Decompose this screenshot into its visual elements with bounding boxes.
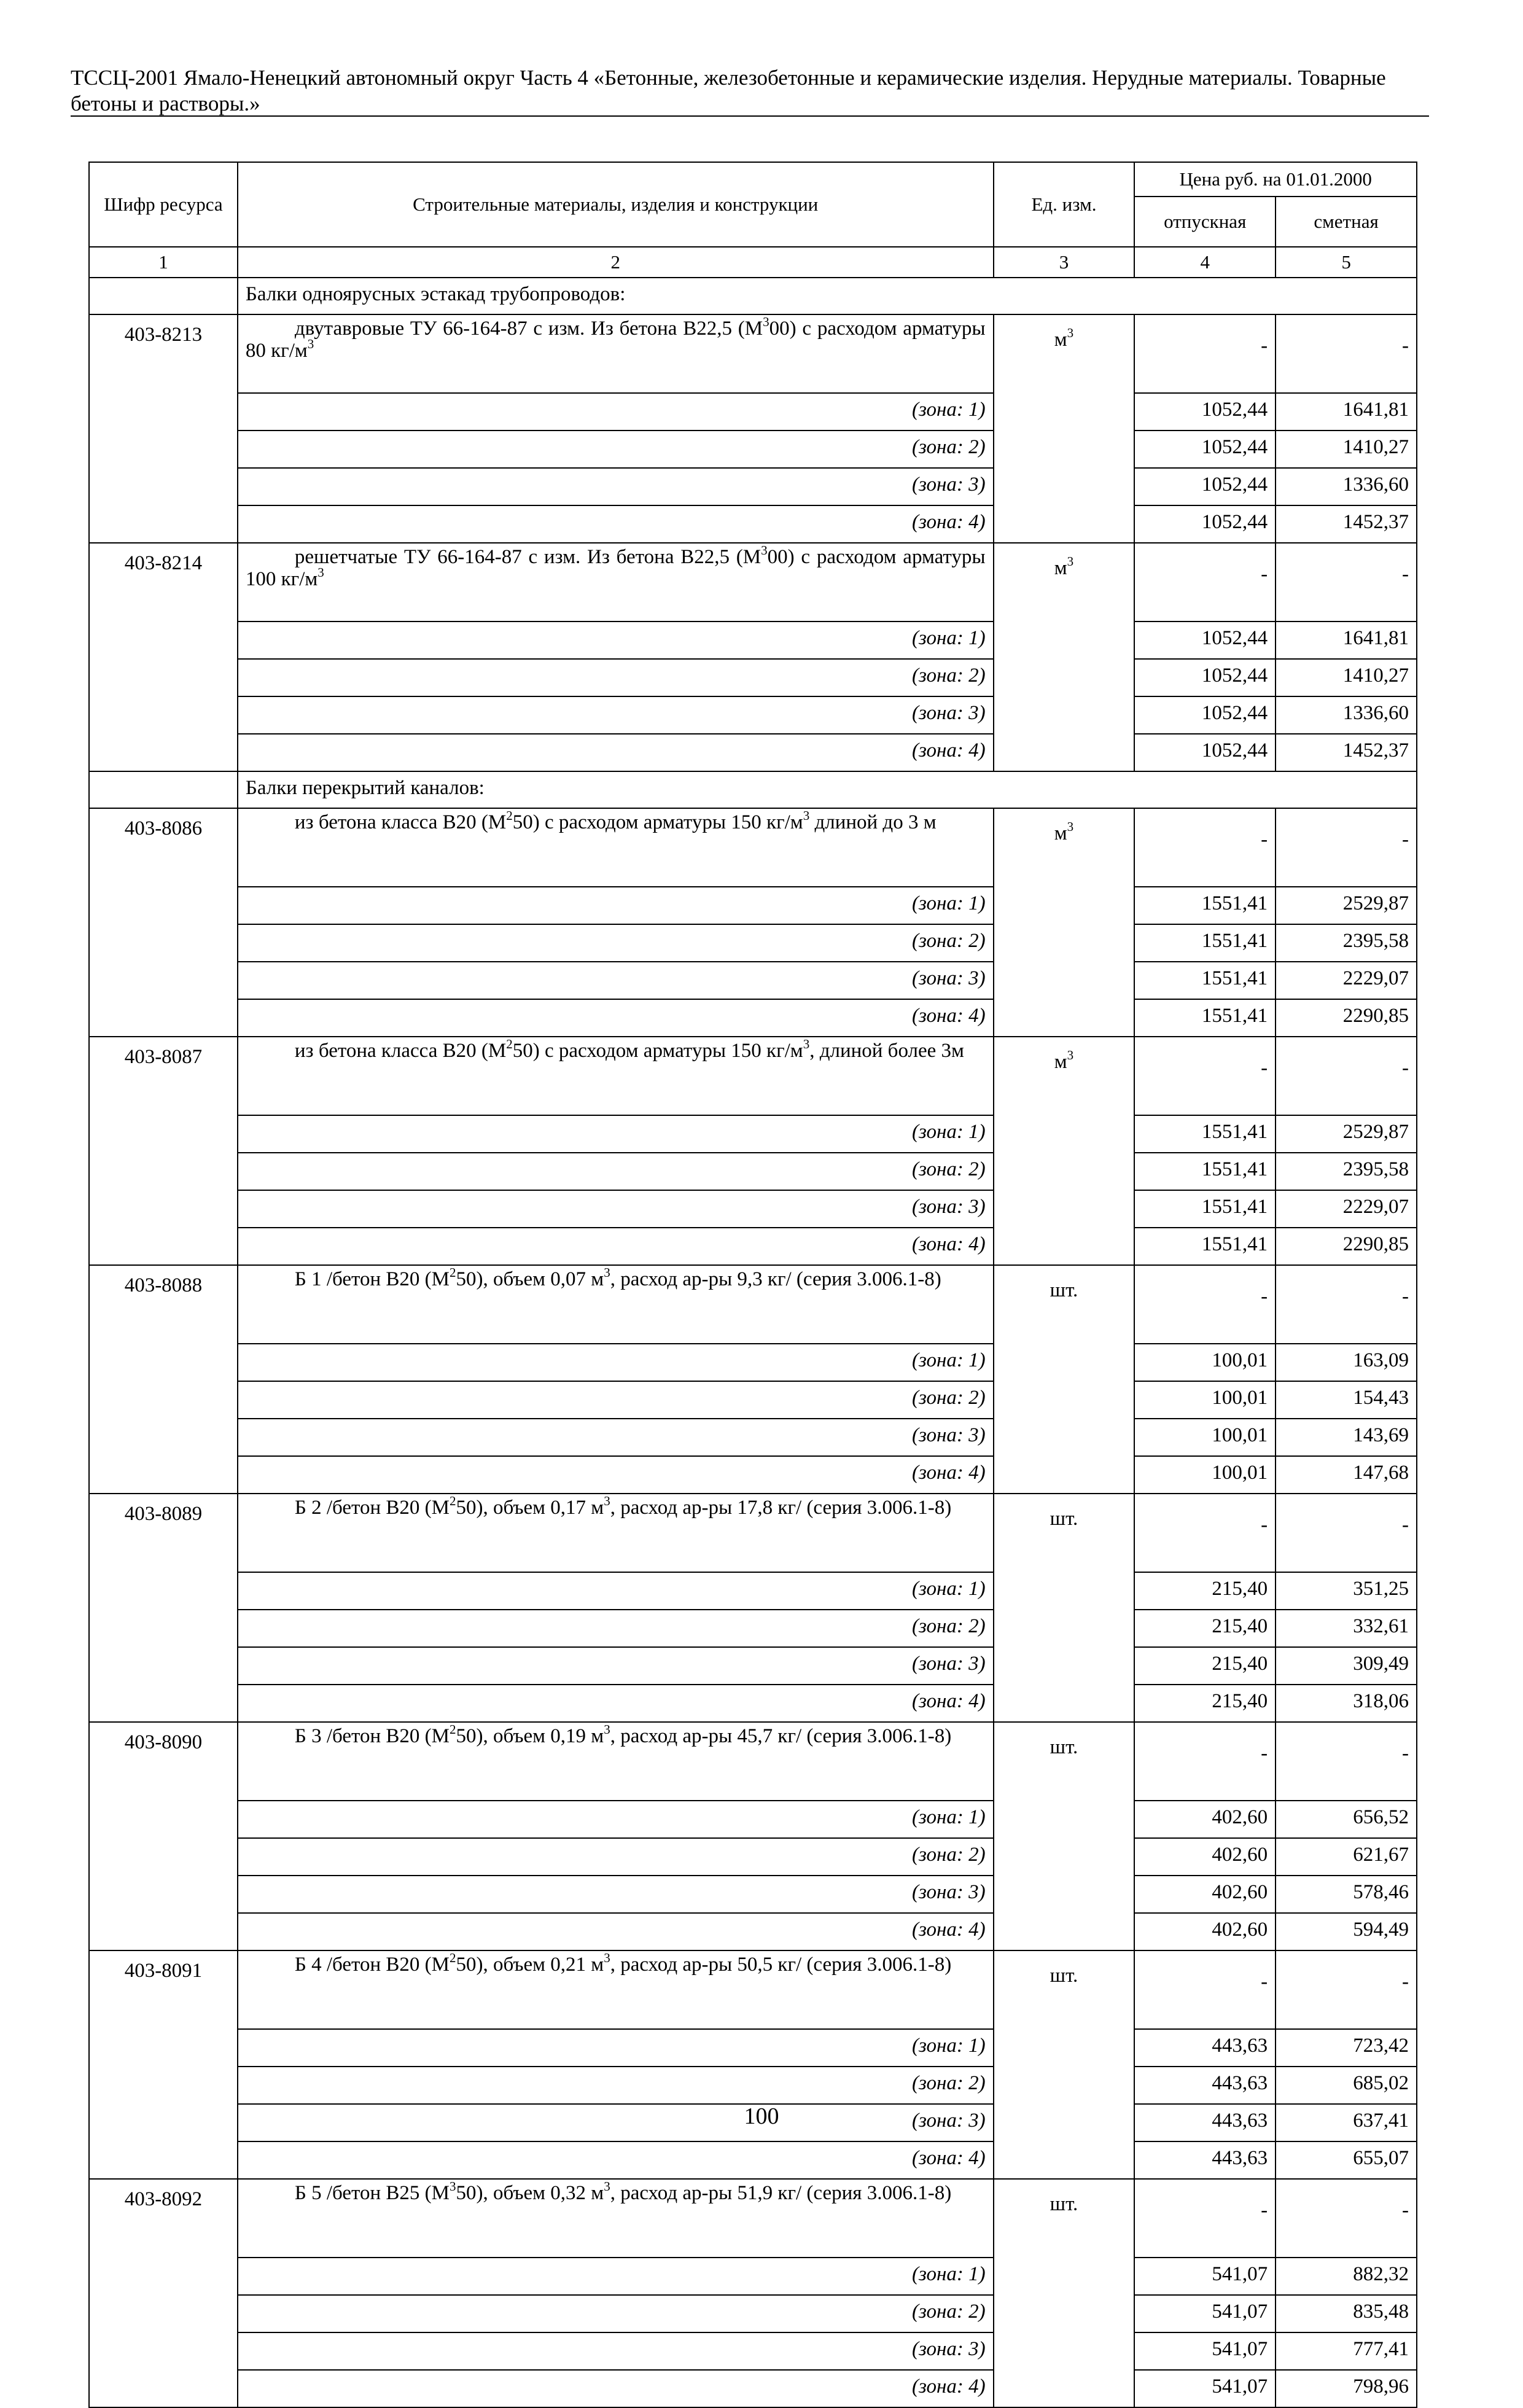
unit-text: м <box>1054 329 1067 351</box>
zone-release-price: 402,60 <box>1134 1876 1276 1913</box>
zone-estimate-price: 351,25 <box>1276 1572 1417 1610</box>
zone-label: (зона: 2) <box>238 2295 994 2332</box>
description-text: 50), объем 0,17 м <box>456 1497 604 1519</box>
zone-estimate-price: 1410,27 <box>1276 659 1417 696</box>
zone-estimate-price: 621,67 <box>1276 1838 1417 1876</box>
table-row <box>89 314 1417 393</box>
zone-label: (зона: 4) <box>238 2370 994 2407</box>
description-text: из бетона класса В20 (М <box>294 1040 507 1062</box>
item-description <box>238 1950 994 2029</box>
item-description <box>238 1494 994 1572</box>
zone-release-price: 1052,44 <box>1134 431 1276 468</box>
group-title: Балки перекрытий каналов: <box>238 771 1417 808</box>
unit-text: м <box>1054 557 1067 579</box>
resource-code: 403-8214 <box>89 543 238 771</box>
zone-label: (зона: 1) <box>238 393 994 431</box>
estimate-price: - <box>1276 1722 1417 1801</box>
item-description <box>238 808 994 887</box>
zone-release-price: 443,63 <box>1134 2141 1276 2179</box>
zone-row <box>89 2295 1417 2332</box>
zone-release-price: 443,63 <box>1134 2067 1276 2104</box>
zone-row <box>89 2370 1417 2407</box>
zone-release-price: 402,60 <box>1134 1838 1276 1876</box>
release-price: - <box>1134 1722 1276 1801</box>
zone-label: (зона: 1) <box>238 1115 994 1153</box>
description-text: , расход ар-ры 17,8 кг/ (серия 3.006.1-8) <box>610 1497 952 1519</box>
description-text: 00) с расходом арматуры 80 кг/м <box>245 318 986 362</box>
zone-estimate-price: 2290,85 <box>1276 999 1417 1037</box>
estimate-price: - <box>1276 543 1417 621</box>
zone-release-price: 215,40 <box>1134 1610 1276 1647</box>
description-text: Б 3 /бетон В20 (М <box>294 1725 450 1747</box>
release-price: - <box>1134 1037 1276 1115</box>
group-title: Балки одноярусных эстакад трубопроводов: <box>238 278 1417 314</box>
resource-code: 403-8087 <box>89 1037 238 1265</box>
document-header <box>71 65 1428 117</box>
zone-release-price: 1551,41 <box>1134 887 1276 924</box>
zone-release-price: 1551,41 <box>1134 924 1276 962</box>
description-text: , расход ар-ры 9,3 кг/ (серия 3.006.1-8) <box>610 1268 941 1290</box>
item-description <box>238 1037 994 1115</box>
col-number: 5 <box>1276 247 1417 278</box>
zone-estimate-price: 723,42 <box>1276 2029 1417 2067</box>
zone-estimate-price: 163,09 <box>1276 1344 1417 1381</box>
unit-of-measure <box>994 808 1135 1037</box>
zone-row <box>89 1228 1417 1265</box>
zone-label: (зона: 4) <box>238 1685 994 1722</box>
superscript: 3 <box>761 543 768 558</box>
zone-estimate-price: 154,43 <box>1276 1381 1417 1419</box>
table-row <box>89 2179 1417 2258</box>
zone-label: (зона: 3) <box>238 1876 994 1913</box>
zone-release-price: 1551,41 <box>1134 999 1276 1037</box>
superscript: 3 <box>763 314 769 329</box>
zone-row <box>89 1647 1417 1685</box>
zone-release-price: 1052,44 <box>1134 659 1276 696</box>
price-table <box>88 162 1417 2408</box>
zone-estimate-price: 656,52 <box>1276 1801 1417 1838</box>
zone-label: (зона: 3) <box>238 2104 994 2141</box>
superscript: 3 <box>317 565 324 580</box>
zone-row <box>89 2029 1417 2067</box>
estimate-price: - <box>1276 1494 1417 1572</box>
description-text: , длиной более 3м <box>809 1040 964 1062</box>
zone-label: (зона: 2) <box>238 924 994 962</box>
zone-estimate-price: 2395,58 <box>1276 1153 1417 1190</box>
description-text: 50), объем 0,19 м <box>456 1725 604 1747</box>
zone-release-price: 1551,41 <box>1134 1115 1276 1153</box>
superscript: 2 <box>450 1494 456 1508</box>
zone-label: (зона: 4) <box>238 734 994 771</box>
zone-release-price: 215,40 <box>1134 1572 1276 1610</box>
release-price: - <box>1134 808 1276 887</box>
superscript: 3 <box>604 1950 610 1965</box>
zone-label: (зона: 2) <box>238 1153 994 1190</box>
zone-estimate-price: 637,41 <box>1276 2104 1417 2141</box>
zone-row <box>89 2258 1417 2295</box>
zone-estimate-price: 798,96 <box>1276 2370 1417 2407</box>
zone-row <box>89 659 1417 696</box>
table-row <box>89 1265 1417 1344</box>
item-description <box>238 2179 994 2258</box>
zone-label: (зона: 4) <box>238 1456 994 1494</box>
resource-code: 403-8089 <box>89 1494 238 1722</box>
superscript: 3 <box>450 2179 456 2194</box>
superscript: 3 <box>803 808 810 823</box>
group-code-cell <box>89 278 238 314</box>
zone-label: (зона: 3) <box>238 2332 994 2370</box>
zone-row <box>89 1115 1417 1153</box>
zone-row <box>89 999 1417 1037</box>
description-text: Б 5 /бетон В25 (М <box>294 2182 450 2204</box>
zone-row <box>89 1610 1417 1647</box>
zone-release-price: 1551,41 <box>1134 962 1276 999</box>
zone-row <box>89 1381 1417 1419</box>
zone-label: (зона: 3) <box>238 1419 994 1456</box>
resource-code: 403-8092 <box>89 2179 238 2407</box>
zone-estimate-price: 2395,58 <box>1276 924 1417 962</box>
estimate-price: - <box>1276 1037 1417 1115</box>
zone-release-price: 541,07 <box>1134 2370 1276 2407</box>
zone-release-price: 1551,41 <box>1134 1153 1276 1190</box>
zone-release-price: 402,60 <box>1134 1913 1276 1950</box>
zone-estimate-price: 2290,85 <box>1276 1228 1417 1265</box>
col-price-header: Цена руб. на 01.01.2000 <box>1134 162 1417 197</box>
estimate-price: - <box>1276 808 1417 887</box>
superscript: 2 <box>506 1037 513 1051</box>
resource-code: 403-8086 <box>89 808 238 1037</box>
resource-code: 403-8091 <box>89 1950 238 2179</box>
description-text: Б 2 /бетон В20 (М <box>294 1497 450 1519</box>
table-row <box>89 1494 1417 1572</box>
zone-label: (зона: 1) <box>238 2029 994 2067</box>
superscript: 2 <box>450 1265 456 1280</box>
zone-label: (зона: 4) <box>238 2141 994 2179</box>
superscript: 3 <box>604 1494 610 1508</box>
zone-estimate-price: 594,49 <box>1276 1913 1417 1950</box>
zone-row <box>89 962 1417 999</box>
col-number: 3 <box>994 247 1135 278</box>
release-price: - <box>1134 314 1276 393</box>
zone-release-price: 215,40 <box>1134 1685 1276 1722</box>
unit-text: м <box>1054 822 1067 844</box>
zone-release-price: 1052,44 <box>1134 505 1276 543</box>
zone-estimate-price: 1410,27 <box>1276 431 1417 468</box>
zone-label: (зона: 1) <box>238 887 994 924</box>
zone-row <box>89 2141 1417 2179</box>
zone-estimate-price: 2529,87 <box>1276 887 1417 924</box>
zone-row <box>89 1838 1417 1876</box>
description-text: , расход ар-ры 51,9 кг/ (серия 3.006.1-8) <box>610 2182 952 2204</box>
zone-estimate-price: 655,07 <box>1276 2141 1417 2179</box>
table-row <box>89 1950 1417 2029</box>
zone-row <box>89 887 1417 924</box>
zone-release-price: 100,01 <box>1134 1381 1276 1419</box>
zone-release-price: 100,01 <box>1134 1419 1276 1456</box>
zone-release-price: 100,01 <box>1134 1456 1276 1494</box>
group-row <box>89 278 1417 314</box>
table-row <box>89 1037 1417 1115</box>
group-code-cell <box>89 771 238 808</box>
superscript: 3 <box>604 1722 610 1737</box>
unit-of-measure <box>994 1950 1135 2179</box>
item-description <box>238 314 994 393</box>
zone-label: (зона: 3) <box>238 1190 994 1228</box>
zone-row <box>89 1419 1417 1456</box>
zone-row <box>89 1572 1417 1610</box>
col-number: 2 <box>238 247 994 278</box>
unit-of-measure <box>994 1037 1135 1265</box>
unit-of-measure <box>994 314 1135 543</box>
description-text: Б 4 /бетон В20 (М <box>294 1954 450 1976</box>
superscript: 3 <box>604 2179 610 2194</box>
zone-row <box>89 1456 1417 1494</box>
superscript: 3 <box>604 1265 610 1280</box>
unit-superscript: 3 <box>1067 1048 1074 1062</box>
zone-row <box>89 1190 1417 1228</box>
zone-label: (зона: 3) <box>238 696 994 734</box>
zone-row <box>89 2067 1417 2104</box>
unit-of-measure <box>994 1265 1135 1494</box>
zone-row <box>89 696 1417 734</box>
zone-label: (зона: 1) <box>238 2258 994 2295</box>
zone-row <box>89 1153 1417 1190</box>
superscript: 3 <box>803 1037 810 1051</box>
zone-label: (зона: 2) <box>238 659 994 696</box>
zone-row <box>89 1344 1417 1381</box>
zone-estimate-price: 578,46 <box>1276 1876 1417 1913</box>
zone-label: (зона: 2) <box>238 1381 994 1419</box>
unit-of-measure <box>994 1722 1135 1950</box>
col-number: 1 <box>89 247 238 278</box>
resource-code: 403-8213 <box>89 314 238 543</box>
zone-label: (зона: 3) <box>238 1647 994 1685</box>
unit-of-measure <box>994 2179 1135 2407</box>
release-price: - <box>1134 543 1276 621</box>
col-release-header: отпускная <box>1134 197 1276 247</box>
zone-release-price: 541,07 <box>1134 2332 1276 2370</box>
description-text: 50), объем 0,07 м <box>456 1268 604 1290</box>
zone-row <box>89 1685 1417 1722</box>
description-text: 50) с расходом арматуры 150 кг/м <box>512 811 803 833</box>
description-text: 50), объем 0,32 м <box>456 2182 604 2204</box>
zone-estimate-price: 143,69 <box>1276 1419 1417 1456</box>
zone-row <box>89 393 1417 431</box>
zone-label: (зона: 3) <box>238 468 994 505</box>
zone-release-price: 1052,44 <box>1134 393 1276 431</box>
zone-row <box>89 621 1417 659</box>
zone-estimate-price: 1336,60 <box>1276 696 1417 734</box>
zone-label: (зона: 1) <box>238 1572 994 1610</box>
header-rule <box>71 115 1429 117</box>
unit-of-measure <box>994 1494 1135 1722</box>
description-text: , расход ар-ры 50,5 кг/ (серия 3.006.1-8) <box>610 1954 952 1976</box>
description-text: 50), объем 0,21 м <box>456 1954 604 1976</box>
unit-text: шт. <box>1050 1508 1078 1530</box>
description-text: длиной до 3 м <box>809 811 937 833</box>
zone-estimate-price: 1641,81 <box>1276 393 1417 431</box>
zone-estimate-price: 318,06 <box>1276 1685 1417 1722</box>
unit-text: шт. <box>1050 1736 1078 1758</box>
col-name-header: Строительные материалы, изделия и конструкции <box>238 162 994 247</box>
unit-superscript: 3 <box>1067 325 1074 340</box>
unit-text: шт. <box>1050 1279 1078 1301</box>
estimate-price: - <box>1276 2179 1417 2258</box>
superscript: 2 <box>506 808 513 823</box>
zone-estimate-price: 2529,87 <box>1276 1115 1417 1153</box>
zone-estimate-price: 2229,07 <box>1276 962 1417 999</box>
zone-release-price: 100,01 <box>1134 1344 1276 1381</box>
zone-estimate-price: 2229,07 <box>1276 1190 1417 1228</box>
zone-estimate-price: 835,48 <box>1276 2295 1417 2332</box>
zone-label: (зона: 4) <box>238 999 994 1037</box>
zone-estimate-price: 309,49 <box>1276 1647 1417 1685</box>
item-description <box>238 1265 994 1344</box>
description-text: Б 1 /бетон В20 (М <box>294 1268 450 1290</box>
zone-label: (зона: 1) <box>238 1801 994 1838</box>
release-price: - <box>1134 1265 1276 1344</box>
item-description <box>238 1722 994 1801</box>
header-title: ТССЦ-2001 Ямало-Ненецкий автономный округ Часть 4 «Бетонные, железобетонные и керамические изделия. Нерудные материалы. Товарные бетоны и растворы.» <box>71 66 1386 115</box>
superscript: 3 <box>307 337 314 351</box>
zone-label: (зона: 4) <box>238 505 994 543</box>
zone-label: (зона: 4) <box>238 1913 994 1950</box>
unit-superscript: 3 <box>1067 819 1074 834</box>
description-text: , расход ар-ры 45,7 кг/ (серия 3.006.1-8) <box>610 1725 952 1747</box>
col-code-header: Шифр ресурса <box>89 162 238 247</box>
unit-text: шт. <box>1050 2193 1078 2215</box>
zone-label: (зона: 2) <box>238 1838 994 1876</box>
zone-release-price: 1052,44 <box>1134 696 1276 734</box>
zone-row <box>89 924 1417 962</box>
estimate-price: - <box>1276 1265 1417 1344</box>
zone-estimate-price: 1452,37 <box>1276 505 1417 543</box>
group-row <box>89 771 1417 808</box>
zone-label: (зона: 4) <box>238 1228 994 1265</box>
description-text: решетчатые ТУ 66-164-87 с изм. Из бетона В22,5 (М <box>294 546 762 568</box>
unit-text: шт. <box>1050 1965 1078 1987</box>
col-estimate-header: сметная <box>1276 197 1417 247</box>
page-number: 100 <box>744 2103 779 2129</box>
zone-release-price: 1551,41 <box>1134 1228 1276 1265</box>
table-body <box>89 278 1417 2407</box>
zone-release-price: 1052,44 <box>1134 621 1276 659</box>
release-price: - <box>1134 1950 1276 2029</box>
zone-release-price: 443,63 <box>1134 2104 1276 2141</box>
zone-estimate-price: 1336,60 <box>1276 468 1417 505</box>
zone-row <box>89 431 1417 468</box>
description-text: 50) с расходом арматуры 150 кг/м <box>512 1040 803 1062</box>
table-row <box>89 808 1417 887</box>
table-row <box>89 543 1417 621</box>
zone-label: (зона: 1) <box>238 1344 994 1381</box>
zone-row <box>89 505 1417 543</box>
table-row <box>89 1722 1417 1801</box>
zone-estimate-price: 332,61 <box>1276 1610 1417 1647</box>
zone-release-price: 443,63 <box>1134 2029 1276 2067</box>
zone-label: (зона: 2) <box>238 431 994 468</box>
unit-text: м <box>1054 1051 1067 1073</box>
zone-release-price: 1052,44 <box>1134 468 1276 505</box>
unit-of-measure <box>994 543 1135 771</box>
col-number: 4 <box>1134 247 1276 278</box>
zone-row <box>89 1913 1417 1950</box>
zone-estimate-price: 777,41 <box>1276 2332 1417 2370</box>
col-unit-header: Ед. изм. <box>994 162 1135 247</box>
description-text: двутавровые ТУ 66-164-87 с изм. Из бетона В22,5 (М <box>294 318 763 340</box>
unit-superscript: 3 <box>1067 554 1074 569</box>
superscript: 2 <box>450 1722 456 1737</box>
zone-label: (зона: 1) <box>238 621 994 659</box>
zone-label: (зона: 2) <box>238 2067 994 2104</box>
release-price: - <box>1134 2179 1276 2258</box>
resource-code: 403-8088 <box>89 1265 238 1494</box>
zone-label: (зона: 2) <box>238 1610 994 1647</box>
zone-row <box>89 734 1417 771</box>
description-text: из бетона класса В20 (М <box>294 811 507 833</box>
zone-row <box>89 468 1417 505</box>
zone-estimate-price: 1452,37 <box>1276 734 1417 771</box>
estimate-price: - <box>1276 314 1417 393</box>
zone-row <box>89 1801 1417 1838</box>
zone-release-price: 1551,41 <box>1134 1190 1276 1228</box>
superscript: 2 <box>450 1950 456 1965</box>
zone-estimate-price: 147,68 <box>1276 1456 1417 1494</box>
zone-release-price: 1052,44 <box>1134 734 1276 771</box>
zone-release-price: 215,40 <box>1134 1647 1276 1685</box>
zone-estimate-price: 685,02 <box>1276 2067 1417 2104</box>
zone-release-price: 541,07 <box>1134 2295 1276 2332</box>
zone-estimate-price: 1641,81 <box>1276 621 1417 659</box>
resource-code: 403-8090 <box>89 1722 238 1950</box>
zone-release-price: 402,60 <box>1134 1801 1276 1838</box>
zone-label: (зона: 3) <box>238 962 994 999</box>
estimate-price: - <box>1276 1950 1417 2029</box>
zone-estimate-price: 882,32 <box>1276 2258 1417 2295</box>
release-price: - <box>1134 1494 1276 1572</box>
description-text: 00) с расходом арматуры 100 кг/м <box>245 546 986 590</box>
zone-row <box>89 1876 1417 1913</box>
zone-row <box>89 2332 1417 2370</box>
item-description <box>238 543 994 621</box>
zone-release-price: 541,07 <box>1134 2258 1276 2295</box>
